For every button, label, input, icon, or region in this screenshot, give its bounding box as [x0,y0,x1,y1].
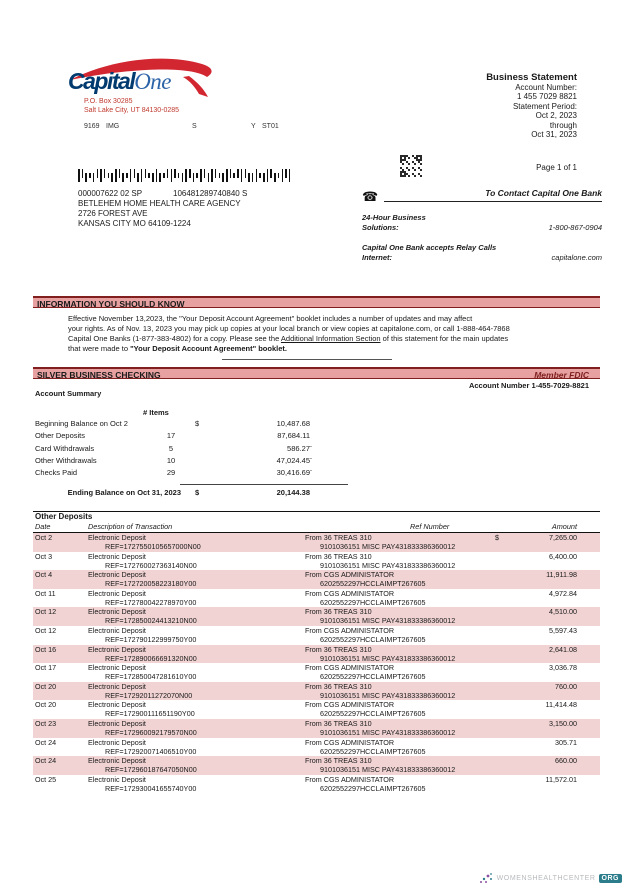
deposits-header-row [33,522,600,531]
col-amount: Amount [551,522,577,531]
info-paragraph: Effective November 13,2023, the "Your Deposit Account Agreement" booklet includes a number of updates and may affect your rights. As of Nov. 13, 2023 you may pick up copies at your local branch or view copies at capitalone.com, or call 1-888-464-7868 Capital One Banks (1-877-383-4802) for a copy. Please see the Additional Information Section of this statement for the main updates that were made to "Your Deposit Account Agreement" booklet. [68,314,510,353]
mail-code-line: 000007622 02 SP 106481289740840 S [78,189,248,198]
period-connector: through [549,120,577,130]
checking-section-bar [33,367,600,379]
account-summary-title: Account Summary [35,389,102,398]
watermark-text: WOMENSHEALTHCENTER [496,875,596,882]
checking-account-number: Account Number 1-455-7029-8821 [468,381,589,390]
page-indicator: Page 1 of 1 [536,163,577,172]
deposit-row: Oct 4 Electronic Deposit From CGS ADMINISTATOR 11,911.98 REF=172720058223180Y00 6202552297HCCLAIMPT267605 [33,570,600,589]
deposit-row: Oct 24 Electronic Deposit From CGS ADMINISTATOR 305.71 REF=172920071406510Y00 6202552297HCCLAIMPT267605 [35,737,577,756]
deposit-row: Oct 11 Electronic Deposit From CGS ADMINISTATOR 4,972.84 REF=172780042278970Y00 6202552297HCCLAIMPT267605 [35,588,577,607]
qr-code [400,155,422,177]
deposits-rows [33,533,600,793]
contact-title: To Contact Capital One Bank [384,188,602,202]
summary-row: Checks Paid 29 30,416.69 - [35,468,320,480]
summary-rows [35,419,320,480]
deposit-row: Oct 24 Electronic Deposit From 36 TREAS 310 660.00 REF=172960187647050N00 9101036151 MISC PAY431833386360012 [33,756,600,775]
phone-icon: ☎ [362,189,379,204]
period-end: Oct 31, 2023 [531,130,577,140]
deposit-row: Oct 12 Electronic Deposit From CGS ADMINISTATOR 5,597.43 REF=172790122999750Y00 6202552297HCCLAIMPT267605 [35,625,577,644]
period-start: Oct 2, 2023 [535,111,577,121]
member-fdic-badge: Member FDIC [534,370,589,380]
contact-internet-value: capitalone.com [551,253,602,263]
watermark-badge: ORG [599,874,622,883]
negative-indicator: - [310,455,312,462]
negative-indicator: - [310,468,312,475]
brand-wordmark: CapitalOne [68,68,172,94]
recipient-name: BETLEHEM HOME HEALTH CARE AGENCY [78,199,241,208]
recipient-city: KANSAS CITY MO 64109-1224 [78,219,191,228]
sparkle-dots-icon [478,872,494,885]
other-deposits-title: Other Deposits [35,512,93,521]
contact-row-internet: Capital One Bank accepts Relay Calls Internet: capitalone.com [362,243,602,263]
contact-section [362,188,602,262]
info-section-bar [33,296,600,308]
ending-balance-row: Ending Balance on Oct 31, 2023 $ 20,144.38 [67,488,310,498]
capital-one-logo [66,56,226,100]
deposit-row: Oct 12 Electronic Deposit From 36 TREAS 310 4,510.00 REF=172850024413210N00 9101036151 MISC PAY431833386360012 [33,607,600,626]
summary-row: Card Withdrawals 5 586.27 - [35,444,320,456]
summary-row: Other Deposits 17 87,684.11 [35,431,310,441]
bank-return-address: P.O. Box 30285 Salt Lake City, UT 84130-0285 [84,98,180,114]
items-column-header: # Items [143,408,169,417]
statement-period-label: Statement Period: [512,101,577,111]
col-date: Date [35,522,51,531]
contact-row-solutions: 24-Hour Business Solutions: 1-800-867-0904 [362,213,602,233]
additional-information-link: Additional Information Section [280,333,381,343]
deposit-row: Oct 3 Electronic Deposit From 36 TREAS 310 6,400.00 REF=172760027363140N00 9101036151 MISC PAY431833386360012 [35,551,577,570]
summary-row: Other Withdrawals 10 47,024.45 - [35,456,320,468]
deposit-row: Oct 20 Electronic Deposit From CGS ADMINISTATOR 11,414.48 REF=172900111651190Y00 6202552297HCCLAIMPT267605 [35,700,577,719]
mail-barcode [78,169,294,183]
contact-phone-value: 1-800-867-0904 [548,223,602,233]
other-deposits-section [33,511,600,793]
col-description: Description of Transaction [88,522,173,531]
bank-statement-page: CapitalOne P.O. Box 30285 Salt Lake City, UT 84130-0285 9169 IMG S Y ST01 Business Statement Account Number: 1 455 7029 8821 Statement Period: Oct 2, 2023 through Oct 31, 2023 Page 1 of 1 000007622 02 SP 106481289740840 S BETLEHEM HOME HEALTH CARE AGENCY 2726 FOREST AVE KANSAS CITY MO 64109-1224 ☎ To Contact Capital One Bank 24-Hour Business Solutions: 1-800-867-0904 Capital One Bank accepts Relay Calls Internet: capitalone.com INFORMATION YOU SHOULD KNOW Effective November 13,2023, the "Your Deposit Account Agreement" booklet includes a number of updates and may affect your rights. As of Nov. 13, 2023 you may pick up copies at your local branch or view copies at capitalone.com, or call 1-888-464-7868 Capital One Banks (1-877-383-4802) for a copy. Please see the Additional Information Section of this statement for the main updates that were made to "Your Deposit Account Agreement" booklet. SILVER BUSINESS CHECKING Member FDIC Account Number 1-455-7029-8821 Account Summary # Items Beginning Balance on Oct 2 $ 10,487.68 Other Deposits 17 87,684.11 Card Withdrawals 5 586.27 - Other Withdrawals 10 47,024.45 - Checks Paid 29 30,416.69 - Ending Balance on Oct 31, 2023 $ 20,144.38 Other Deposits Date Description of Transaction Ref Number Amount Oct 2 Electronic Deposit From 36 TREAS 310 $ 7,265.00 REF=1727550105657000N00 9101036151 MISC PAY431833386360012 Oct 3 Electronic Deposit From 36 TREAS 310 6,400.00 REF=172760027363140N00 9101036151 MISC PAY431833386360012 Oct 4 Electronic Deposit From CGS ADMINISTATOR 11,911.98 REF=172720058223180Y00 6202552297HCCLAIMPT267605 Oct 11 Electronic Deposit From CGS ADMINISTATOR 4,972.84 REF=172780042278970Y00 6202552297HCCLAIMPT267605 Oct 12 Electronic Deposit From 36 TREAS 310 4,510.00 REF=172850024413210N00 9101036151 MISC PAY431833386360012 Oct 12 Electronic Deposit From CGS ADMINISTATOR 5,597.43 REF=172790122999750Y00 6202552297HCCLAIMPT267605 Oct 16 Electronic Deposit From 36 TREAS 310 2,641.08 REF=172890066691320N00 9101036151 MISC PAY431833386360012 Oct 17 Electronic Deposit From CGS ADMINISTATOR 3,036.78 REF=172850047281610Y00 6202552297HCCLAIMPT267605 Oct 20 Electronic Deposit From 36 TREAS 310 760.00 REF=17292011272070N00 9101036151 MISC PAY431833386360012 Oct 20 Electronic Deposit From CGS ADMINISTATOR 11,414.48 REF=172900111651190Y00 6202552297HCCLAIMPT267605 Oct 23 Electronic Deposit From 36 TREAS 310 3,150.00 REF=172960092179570N00 9101036151 MISC PAY431833386360012 Oct 24 Electronic Deposit From CGS ADMINISTATOR 305.71 REF=172920071406510Y00 6202552297HCCLAIMPT267605 Oct 24 Electronic Deposit From 36 TREAS 310 660.00 REF=172960187647050N00 9101036151 MISC PAY431833386360012 Oct 25 Electronic Deposit From CGS ADMINISTATOR 11,572.01 REF=172930041655740Y00 6202552297HCCLAIMPT267605 WOMENSHEALTHCENTER ORG [0,0,633,895]
account-number-label: Account Number: [515,83,577,92]
account-number: 1 455 7029 8821 [516,92,577,102]
negative-indicator: - [310,443,312,450]
deposit-row: Oct 16 Electronic Deposit From 36 TREAS 310 2,641.08 REF=172890066691320N00 9101036151 MISC PAY431833386360012 [33,645,600,664]
account-summary-table [35,408,320,497]
summary-row: Beginning Balance on Oct 2 $ 10,487.68 [35,419,310,428]
summary-total-rule [180,484,348,485]
recipient-street: 2726 FOREST AVE [78,209,148,218]
col-ref-number: Ref Number [410,522,450,531]
deposit-row: Oct 2 Electronic Deposit From 36 TREAS 310 $ 7,265.00 REF=1727550105657000N00 9101036151 MISC PAY431833386360012 [33,533,600,552]
deposit-row: Oct 23 Electronic Deposit From 36 TREAS 310 3,150.00 REF=172960092179570N00 9101036151 MISC PAY431833386360012 [33,719,600,738]
statement-header [486,72,577,139]
deposit-row: Oct 17 Electronic Deposit From CGS ADMINISTATOR 3,036.78 REF=172850047281610Y00 6202552297HCCLAIMPT267605 [35,663,577,682]
statement-title: Business Statement [486,72,577,83]
watermark-footer [478,872,622,885]
deposit-row: Oct 25 Electronic Deposit From CGS ADMINISTATOR 11,572.01 REF=172930041655740Y00 6202552297HCCLAIMPT267605 [35,774,577,793]
info-section-title: INFORMATION YOU SHOULD KNOW [37,299,185,309]
section-divider [222,359,392,360]
deposit-row: Oct 20 Electronic Deposit From 36 TREAS 310 760.00 REF=17292011272070N00 9101036151 MISC PAY431833386360012 [33,682,600,701]
checking-section-title: SILVER BUSINESS CHECKING [37,370,161,380]
